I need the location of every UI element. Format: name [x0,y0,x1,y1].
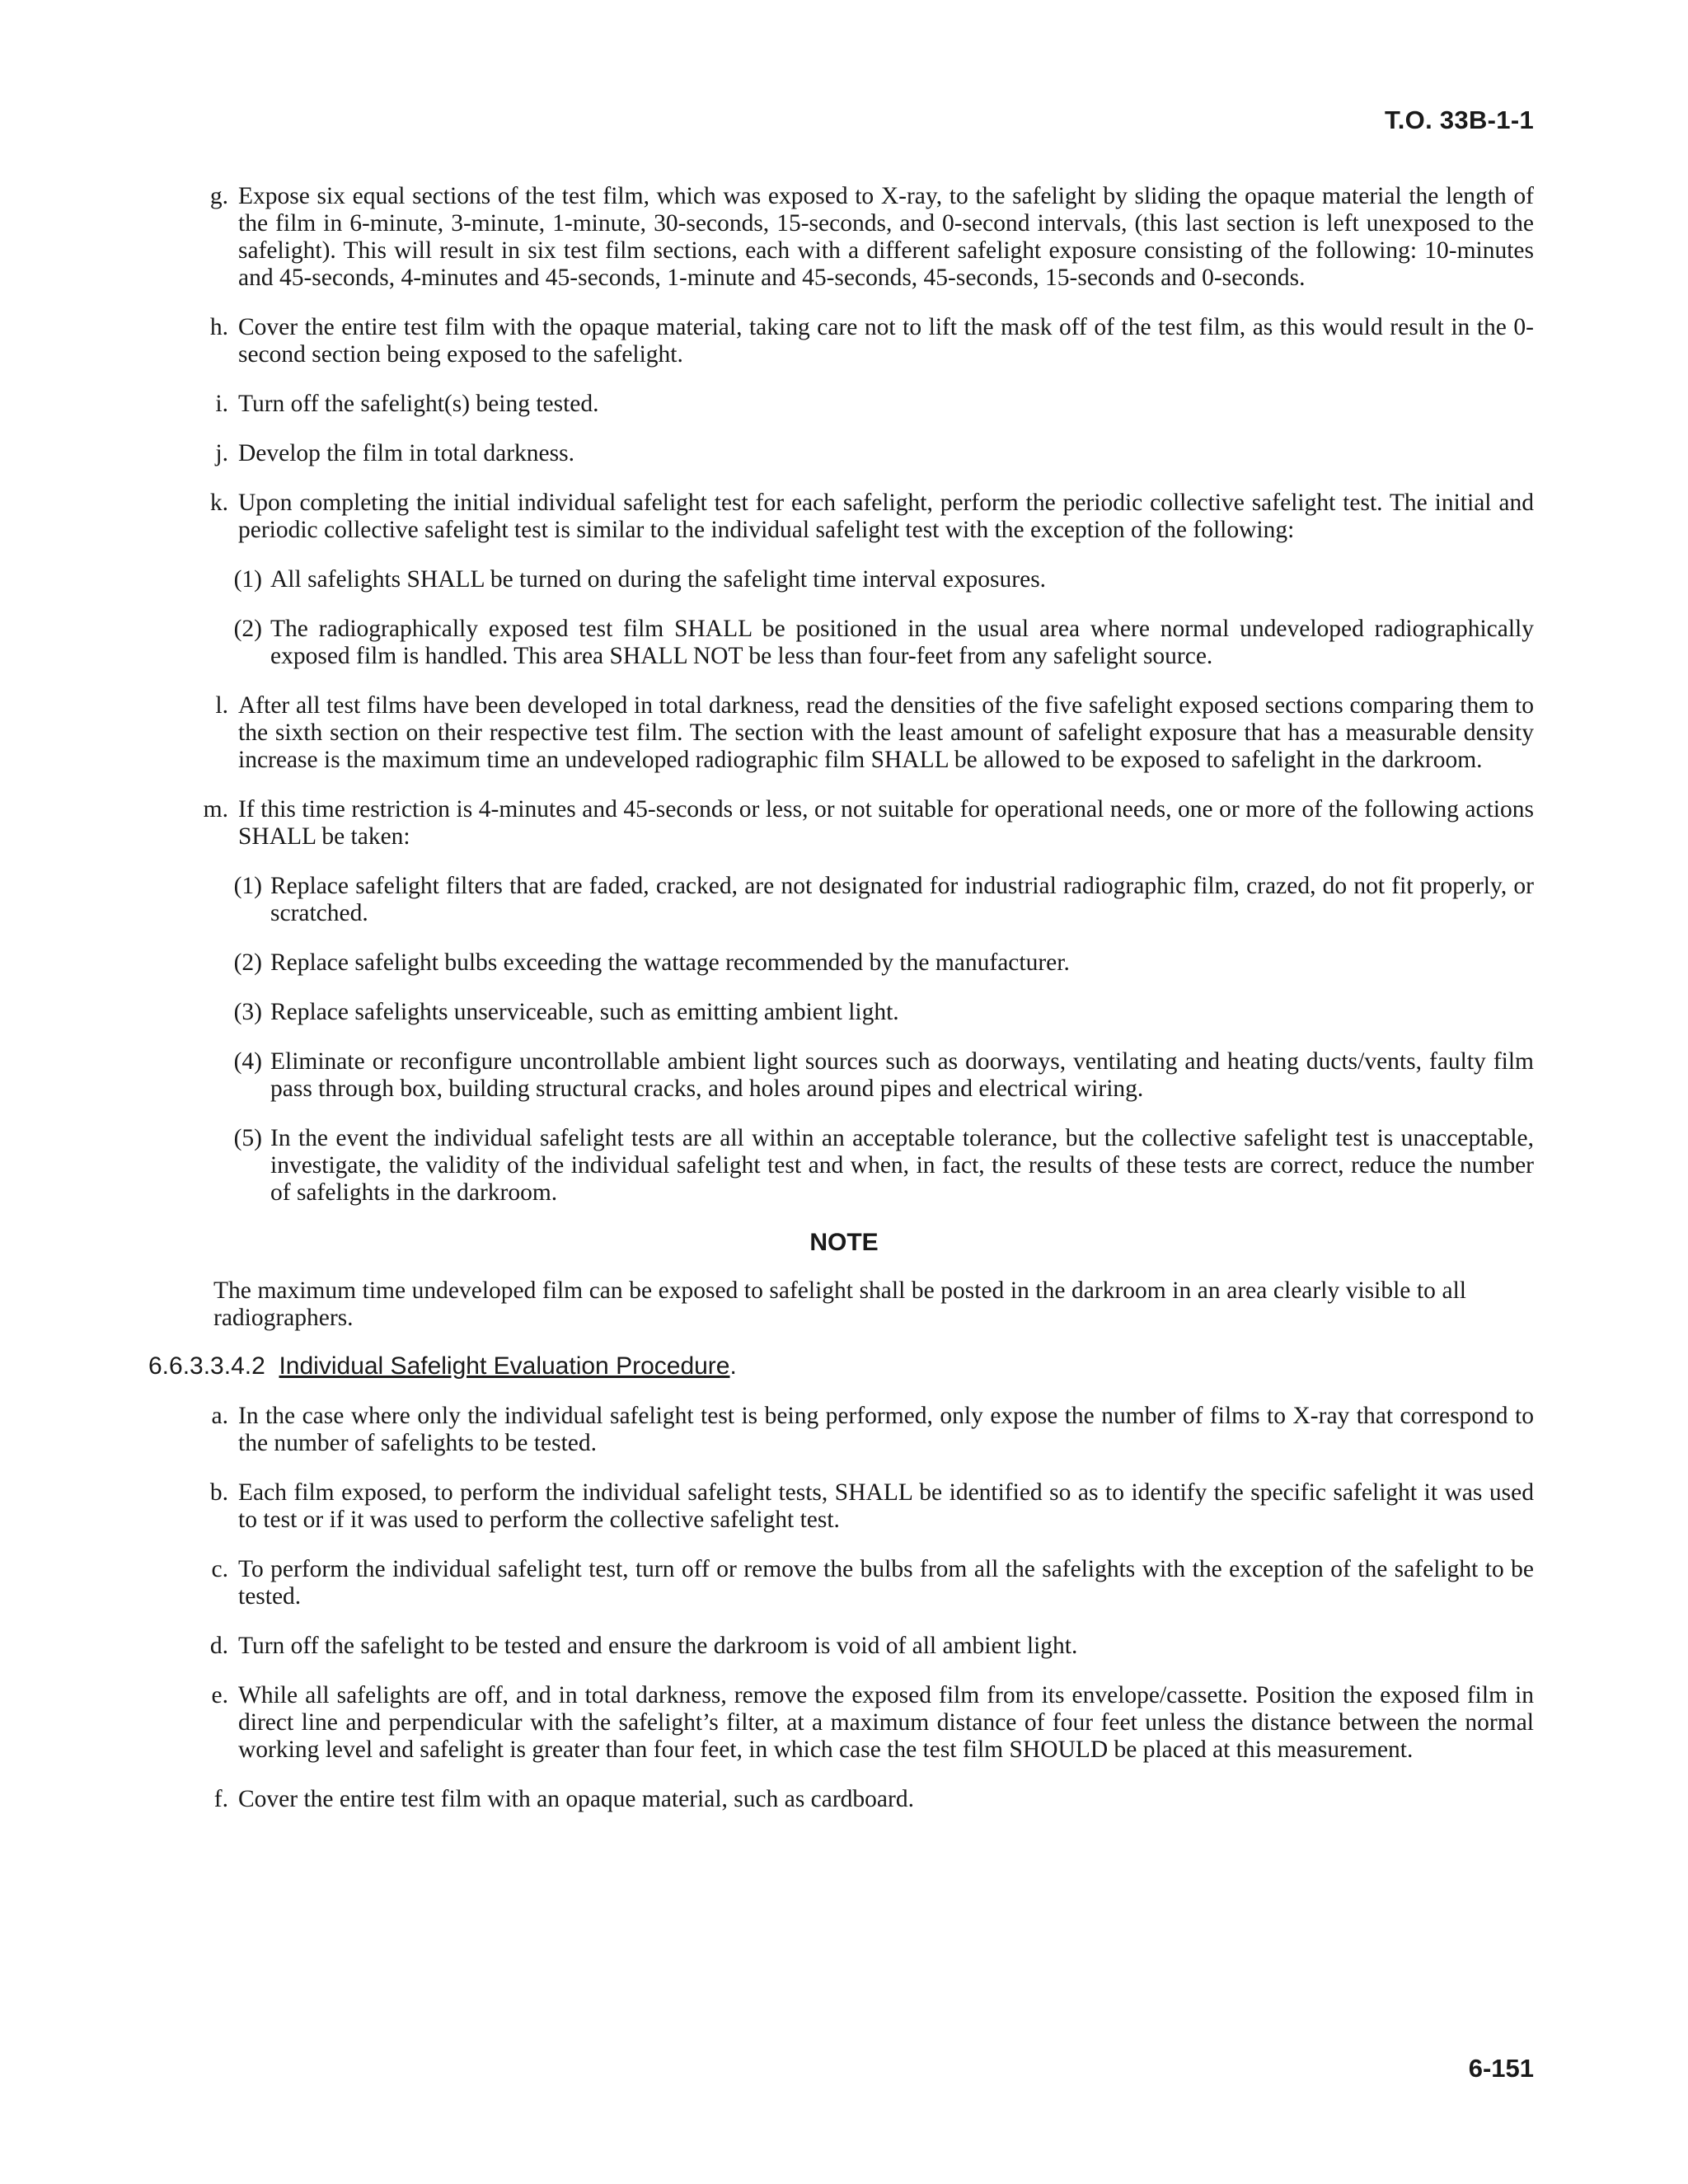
item-text: The radiographically exposed test film SHALL be positioned in the usual area where normal undeveloped radiographically exposed film is handled. This area SHALL NOT be less than four-feet from any safelight source. [270,616,1534,669]
list-item-a [211,1403,1534,1457]
item-label: (4) [233,1048,262,1075]
sub-item-m-5 [233,1125,1534,1207]
list-item-m [203,796,1534,851]
item-text: In the event the individual safelight tests are all within an acceptable tolerance, but the collective safelight test is unacceptable, investigate, the validity of the individual safelight test and when, in fact, the results of these tests are correct, reduce the number of safelights in the darkroom. [270,1125,1534,1206]
list-item-b [209,1479,1534,1534]
item-label: g. [209,183,228,209]
note-text: The maximum time undeveloped film can be exposed to safelight shall be posted in the darkroom in an area clearly visible to all radiographers. [213,1277,1466,1331]
list-item-j [215,440,1534,467]
item-text: All safelights SHALL be turned on during the safelight time interval exposures. [270,566,1047,593]
page-content [0,183,1688,1835]
list-item-e [211,1682,1534,1764]
sub-item-m-3 [233,999,1534,1026]
note-title: NOTE [809,1229,879,1256]
list-item-i [215,391,1534,418]
item-text: Turn off the safelight to be tested and ensure the darkroom is void of all ambient light. [238,1633,1078,1659]
item-text: In the case where only the individual safelight test is being performed, only expose the number of films to X-ray that correspond to the number of safelights to be tested. [238,1403,1534,1456]
item-label: (1) [233,566,262,593]
item-text: Upon completing the initial individual safelight test for each safelight, perform the periodic collective safelight test. The initial and periodic collective safelight test is similar to the individual safelight test with the exception of the following: [238,490,1534,543]
item-label: (2) [233,949,262,976]
item-text: To perform the individual safelight test, turn off or remove the bulbs from all the safelights with the exception of the safelight to be tested. [238,1556,1534,1610]
item-text: Develop the film in total darkness. [238,440,574,466]
item-text: After all test films have been developed in total darkness, read the densities of the five safelight exposed sections comparing them to the sixth section on their respective test film. The section with the least amount of safelight exposure that has a measurable density increase is the maximum time an undeveloped radiographic film SHALL be allowed to be exposed to safelight in the darkroom. [238,692,1534,773]
item-text: Turn off the safelight(s) being tested. [238,391,599,417]
item-label: l. [215,692,228,719]
page-number-footer: 6-151 [1468,2054,1534,2083]
sub-item-k-1 [233,566,1534,593]
document-id-header: T.O. 33B-1-1 [1384,105,1534,134]
item-text: Each film exposed, to perform the individual safelight tests, SHALL be identified so as to identify the specific safelight it was used to test or if it was used to perform the collective safelight test. [238,1479,1534,1533]
section-title: Individual Safelight Evaluation Procedure [279,1352,730,1380]
list-item-k [209,490,1534,544]
list-item-c [211,1556,1534,1610]
item-text: Expose six equal sections of the test film, which was exposed to X-ray, to the safelight by sliding the opaque material the length of the film in 6-minute, 3-minute, 1-minute, 30-seconds, 15-seconds, and 0-second intervals, (this last section is left unexposed to the safelight). This will result in six test film sections, each with a different safelight exposure consisting of the following: 10-minutes and 45-seconds, 4-minutes and 45-seconds, 1-minute and 45-seconds, 45-seconds, 15-seconds and 0-seconds. [238,183,1534,291]
item-text: Cover the entire test film with an opaque material, such as cardboard. [238,1786,914,1812]
item-label: (2) [233,616,262,642]
sub-item-k-2 [233,616,1534,670]
item-label: c. [211,1556,228,1582]
item-text: Eliminate or reconfigure uncontrollable ambient light sources such as doorways, ventilating and heating ducts/vents, faulty film pass through box, building structural cracks, and holes around pipes and electrical wiring. [270,1048,1534,1102]
item-label: (5) [233,1125,262,1151]
item-text: If this time restriction is 4-minutes and 45-seconds or less, or not suitable for operational needs, one or more of the following actions SHALL be taken: [238,796,1534,850]
item-label: m. [203,796,228,823]
item-label: d. [209,1633,228,1659]
item-label: h. [209,314,228,340]
list-item-h [209,314,1534,368]
item-label: j. [215,440,228,466]
sub-item-m-2 [233,949,1534,977]
section-heading [148,1352,1688,1381]
item-text: Replace safelight filters that are faded, cracked, are not designated for industrial radiographic film, crazed, do not fit properly, or scratched. [270,873,1534,926]
list-item-f [213,1786,1534,1813]
list-item-l [215,692,1534,774]
section-title-suffix: . [729,1352,737,1380]
sub-item-m-1 [233,873,1534,927]
section-number: 6.6.3.3.4.2 [148,1352,265,1380]
item-label: (3) [233,999,262,1025]
item-label: f. [213,1786,228,1812]
item-label: e. [211,1682,228,1708]
list-item-g [209,183,1534,292]
item-text: Replace safelight bulbs exceeding the wattage recommended by the manufacturer. [270,949,1070,976]
item-text: Replace safelights unserviceable, such as emitting ambient light. [270,999,899,1025]
item-label: k. [209,490,228,516]
item-label: (1) [233,873,262,899]
list-item-d [209,1633,1534,1660]
item-text: Cover the entire test film with the opaque material, taking care not to lift the mask off of the test film, as this would result in the 0-second section being exposed to the safelight. [238,314,1534,368]
item-label: i. [215,391,228,417]
item-label: a. [211,1403,228,1429]
item-label: b. [209,1479,228,1506]
sub-item-m-4 [233,1048,1534,1103]
item-text: While all safelights are off, and in total darkness, remove the exposed film from its envelope/cassette. Position the exposed film in direct line and perpendicular with the safelight’s filter, at a maximum distance of four feet unless the distance between the normal working level and safelight is greater than four feet, in which case the test film SHOULD be placed at this measurement. [238,1682,1534,1763]
